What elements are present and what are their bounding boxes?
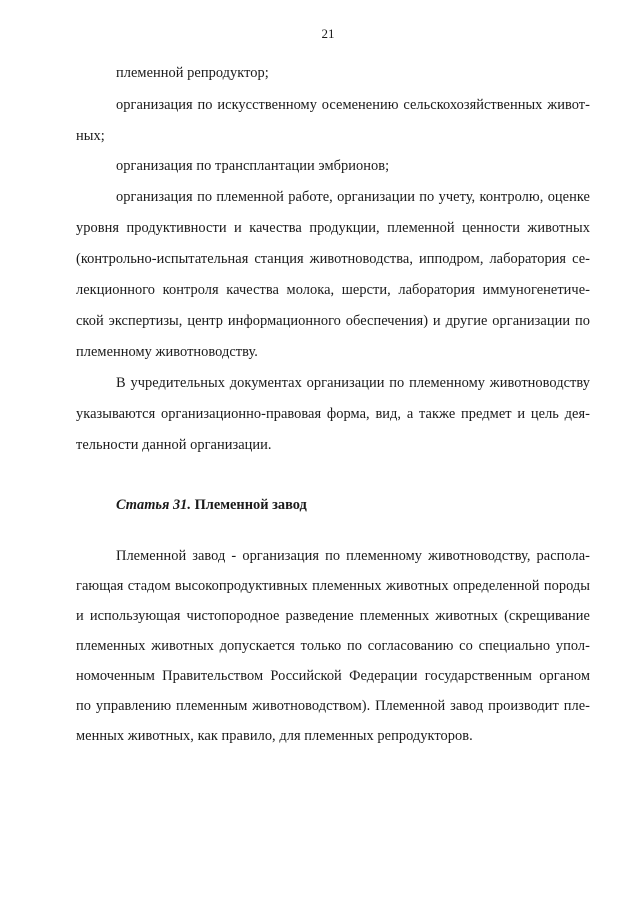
- list-item-breeding-work-line-2: уровня продуктивности и качества продукции, племенной ценности животных: [76, 220, 590, 236]
- article-heading: [116, 496, 307, 514]
- founding-paragraph-line-3: тельности данной организации.: [76, 437, 272, 453]
- article-title: Племенной завод: [194, 497, 307, 513]
- page-number: 21: [321, 26, 335, 41]
- list-item-breeding-work-line-1: организация по племенной работе, организации по учету, контролю, оценке: [116, 189, 590, 205]
- list-item-breeding-work-line-4: лекционного контроля качества молока, шерсти, лаборатория иммуногенетиче-: [76, 282, 590, 298]
- article-paragraph-line-2: гающая стадом высокопродуктивных племенных животных определенной породы: [76, 578, 590, 594]
- list-item-breeding-work-line-5: ской экспертизы, центр информационного обеспечения) и другие организации по: [76, 313, 590, 329]
- founding-paragraph-line-2: указываются организационно-правовая форма, вид, а также предмет и цель дея-: [76, 406, 590, 422]
- article-paragraph-line-6: по управлению племенным животноводством). Племенной завод производит пле-: [76, 698, 590, 714]
- article-paragraph-line-4: племенных животных допускается только по согласованию со специально упол-: [76, 638, 590, 654]
- list-item-insemination-line-2: ных;: [76, 128, 105, 144]
- list-item-insemination-line-1: организация по искусственному осеменению сельскохозяйственных живот-: [116, 97, 590, 113]
- article-paragraph-line-3: и использующая чистопородное разведение племенных животных (скрещивание: [76, 608, 590, 624]
- list-item-breeding-work-line-6: племенному животноводству.: [76, 344, 258, 360]
- article-paragraph-line-7: менных животных, как правило, для племенных репродукторов.: [76, 728, 473, 744]
- list-item-embryo-transplant: организация по трансплантации эмбрионов;: [116, 158, 390, 174]
- list-item-breeding-work-line-3: (контрольно-испытательная станция животноводства, ипподром, лаборатория се-: [76, 251, 590, 267]
- article-paragraph-line-5: номоченным Правительством Российской Федерации государственным органом: [76, 668, 590, 684]
- article-label: Статья 31.: [116, 497, 191, 513]
- article-paragraph-line-1: Племенной завод - организация по племенному животноводству, распола-: [116, 548, 590, 564]
- list-item-breeding-reproducer: племенной репродуктор;: [116, 65, 269, 81]
- founding-paragraph-line-1: В учредительных документах организации по племенному животноводству: [116, 375, 590, 391]
